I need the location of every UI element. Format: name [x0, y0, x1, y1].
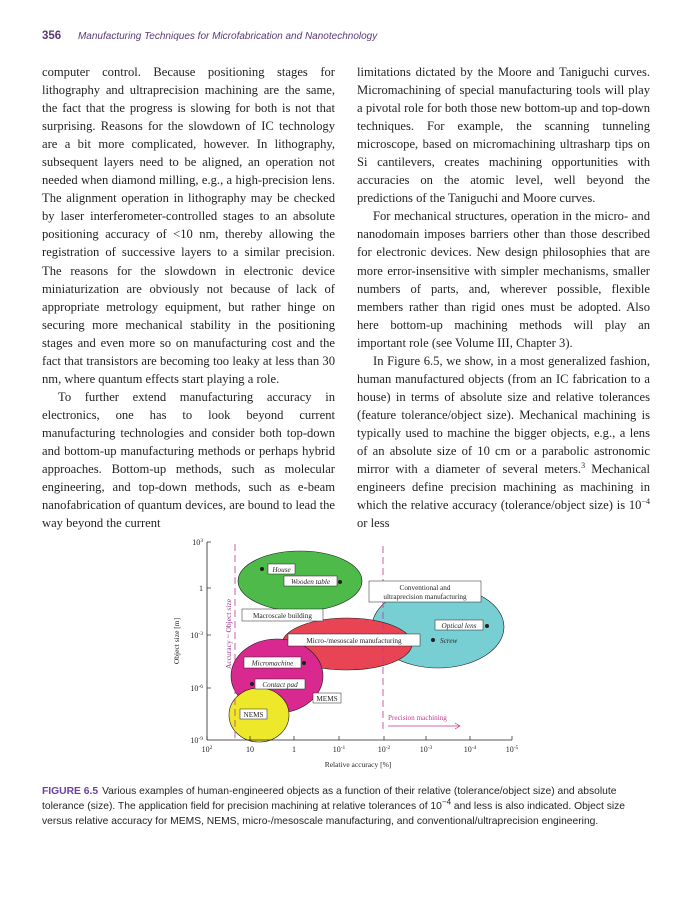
- wooden-table-label: Wooden table: [290, 578, 331, 586]
- x-tick-label: $10^{-3}$: [419, 745, 433, 754]
- running-header: [42, 30, 377, 42]
- optical-lens-label: Optical lens: [441, 622, 477, 630]
- mems-label: MEMS: [316, 695, 338, 703]
- micro-meso-label: Micro-/mesoscale manufacturing: [306, 637, 402, 645]
- figure-caption: FIGURE 6.5 Various examples of human-engineered objects as a function of their relative (tolerance/object size) and absolute tolerance (size). The application field for precision machining at relative tolerances of $10^{-4}$ and less is also indicated. Object size versus relative accuracy for MEMS, NEMS, micro-/mesoscale manufacturing, and conventional/ultraprecision engineering.: [42, 786, 626, 827]
- micromachine-dot: [302, 661, 306, 665]
- house-label: House: [272, 566, 291, 574]
- x-tick-label: $10^2$: [201, 745, 213, 754]
- x-axis-title: Relative accuracy [%]: [324, 760, 392, 769]
- right-paragraph-3: In Figure 6.5, we show, in a most generalized fashion, human manufactured objects (from an IC fabrication to a house) in terms of absolute size and relative tolerances (feature tolerance/object size). Mechanical machining is typically used to machine the bigger objects, e.g., a lens of an absolute size of 10 cm or a parabolic astronomic mirror with a diameter of several meters.$^3$ Mechanical engineers define precision machining as machining in which the relative accuracy (tolerance/object size) is $10^{-4}$ or less: [357, 353, 651, 531]
- accuracy-object-size-label: Accuracy ~ Object size: [224, 598, 233, 670]
- x-tick-label: $10^{-2}$: [377, 745, 391, 754]
- screw-label: Screw: [440, 637, 458, 645]
- micromachine-label: Micromachine: [251, 659, 294, 668]
- y-tick-label: $10^{-6}$: [190, 684, 203, 693]
- screw-dot: [431, 638, 435, 642]
- x-tick-label: 10: [246, 745, 254, 754]
- y-tick-label: $10^{-9}$: [190, 736, 203, 745]
- left-paragraph-1: computer control. Because positioning stages for lithography and ultraprecision machining are the same, the fact that the progress is slowing for both is not that surprising. Reasons for the slowdown of IC technology are a bit more complicated, however. In lithography, subsequent layers need to be aligned, an operation not needed when diamond milling, e.g., a high-precision lens. The alignment operation in lithography may be checked by laser interferometer-controlled stages to an absolute positioning accuracy of <10 nm, thereby allowing the registration of successive layers to a similar precision. The reasons for the slowdown in electronic device miniaturization are obviously not because of lack of appropriate metrology equipment, but rather hinge on securing more mechanical stability in the positioning stages and even more so on manufacturing cost and the fact that transistors are becoming too leaky at less than 30 nm, where quantum effects start playing a role.: [42, 65, 335, 386]
- optical-lens-dot: [485, 624, 489, 628]
- y-tick-label: $10^{-3}$: [190, 631, 203, 640]
- left-column: [42, 63, 335, 532]
- x-tick-label: $10^{-1}$: [332, 745, 346, 754]
- nems-label: NEMS: [243, 711, 264, 719]
- y-tick-label: $10^3$: [192, 538, 203, 547]
- house-dot: [260, 567, 264, 571]
- right-paragraph-2: For mechanical structures, operation in the micro- and nanodomain imposes barriers other than those described for electronic devices. New design philosophies that are more error-insensitive with simpler mechanisms, smaller numbers of parts, and, wherever possible, flexible members rather than rigid ones must be adopted. Also here bottom-up machining methods will play an important role (see Volume III, Chapter 3).: [357, 209, 650, 350]
- footnote-ref[interactable]: 3: [581, 460, 586, 470]
- figure-label: FIGURE 6.5: [42, 786, 99, 797]
- contact-pad-dot: [250, 682, 254, 686]
- page-number: 356: [42, 30, 62, 42]
- right-paragraph-1: limitations dictated by the Moore and Taniguchi curves. Micromachining of special manufacturing tools will play a pivotal role for both those new bottom-up and top-down techniques. For example, the scanning tunneling microscope, based on micromachining ultrasharp tips on Si cantilevers, creates machining opportunities with accuracies on the atomic level, well beyond the predictions of the Taniguchi and Moore curves.: [357, 65, 650, 206]
- y-axis-title: Object size [m]: [172, 617, 181, 665]
- right-column: [357, 63, 650, 532]
- running-title: Manufacturing Techniques for Microfabrication and Nanotechnology: [77, 31, 378, 42]
- precision-machining-label: Precision machining: [388, 714, 447, 722]
- figure-6-5: [160, 536, 540, 776]
- ultraprecision-label: ultraprecision manufacturing: [383, 593, 467, 601]
- conventional-label: Conventional and: [399, 584, 451, 592]
- wooden-table-dot: [338, 580, 342, 584]
- y-tick-label: 1: [199, 584, 203, 593]
- left-paragraph-2: To further extend manufacturing accuracy in electronics, one has to look beyond current manufacturing technologies and consider both top-down and bottom-up manufacturing methods or perhaps hybrid approaches. Bottom-up methods, such as molecular engineering, and top-down methods, such as e-beam nanofabrication of quantum devices, are bound to lead the way beyond the current: [42, 389, 335, 531]
- x-tick-label: $10^{-5}$: [505, 745, 519, 754]
- contact-pad-label: Contact pad: [262, 681, 298, 689]
- macroscale-building-label: Macroscale building: [253, 612, 312, 620]
- x-tick-label: 1: [292, 745, 296, 754]
- x-tick-label: $10^{-4}$: [463, 745, 477, 754]
